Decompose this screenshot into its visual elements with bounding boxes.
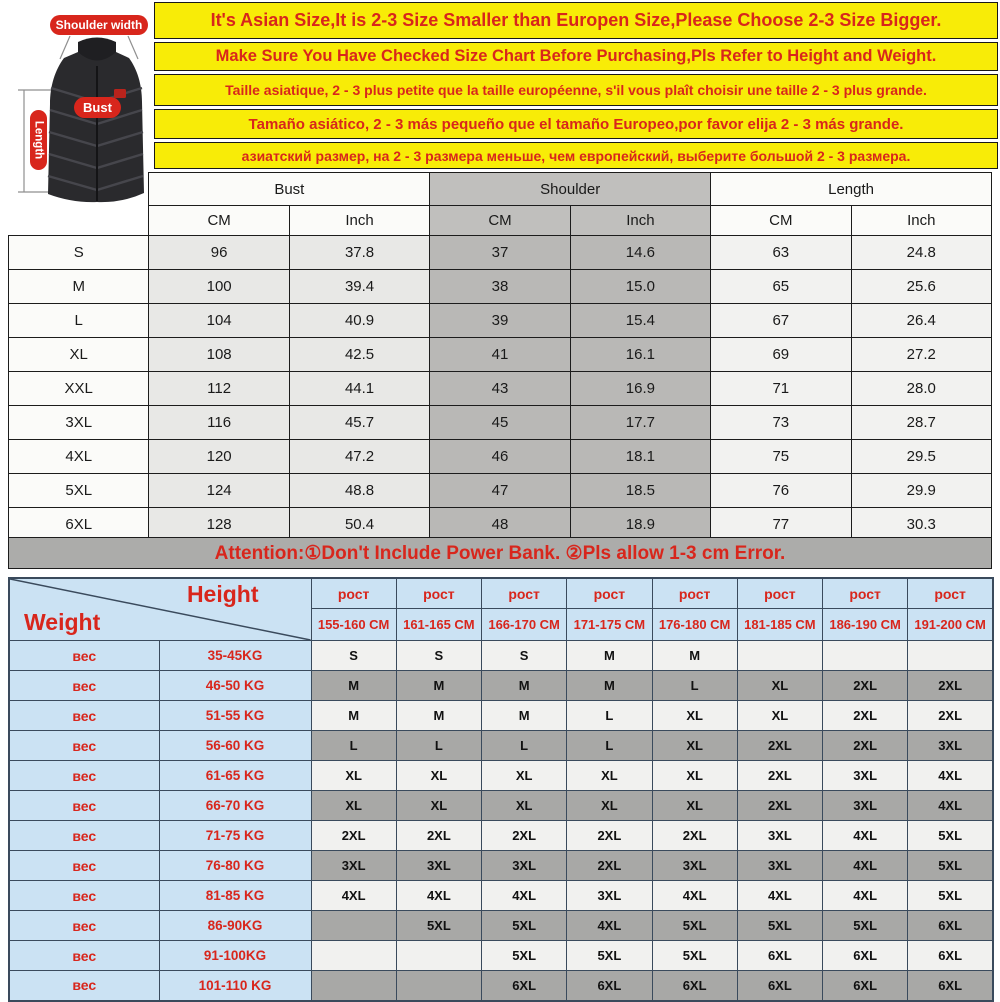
recommended-size-cell: 5XL — [652, 941, 737, 971]
unit-header-bust-cm: CM — [149, 206, 289, 236]
weight-range-cell: 71-75 KG — [159, 821, 311, 851]
height-range: 181-185 CM — [737, 609, 822, 641]
measurement-cell: 46 — [430, 440, 570, 474]
recommended-size-cell: 5XL — [567, 941, 652, 971]
measurement-cell: 76 — [711, 474, 851, 508]
size-label-cell: XL — [9, 338, 149, 372]
recommended-size-cell: 2XL — [908, 701, 993, 731]
measurement-cell: 25.6 — [851, 270, 991, 304]
column-group-bust: Bust — [149, 173, 430, 206]
recommended-size-cell: M — [567, 671, 652, 701]
recommended-size-cell: M — [652, 641, 737, 671]
recommended-size-cell: XL — [652, 791, 737, 821]
height-range: 176-180 CM — [652, 609, 737, 641]
measurement-cell: 100 — [149, 270, 289, 304]
height-header: рост — [908, 578, 993, 609]
height-header: рост — [567, 578, 652, 609]
recommended-size-cell: 2XL — [311, 821, 396, 851]
recommended-size-cell: 3XL — [823, 791, 908, 821]
measurement-cell: 120 — [149, 440, 289, 474]
weight-range-cell: 35-45KG — [159, 641, 311, 671]
measurement-cell: 40.9 — [289, 304, 429, 338]
weight-header-cell: вес — [9, 641, 159, 671]
size-label-cell: 5XL — [9, 474, 149, 508]
measurement-cell: 108 — [149, 338, 289, 372]
recommended-size-cell: 5XL — [908, 821, 993, 851]
banner-line-english-check: Make Sure You Have Checked Size Chart Before Purchasing,Pls Refer to Height and Weight. — [154, 42, 998, 71]
recommended-size-cell: XL — [737, 701, 822, 731]
weight-range-cell: 86-90KG — [159, 911, 311, 941]
recommended-size-cell: 2XL — [823, 731, 908, 761]
unit-header-length-cm: CM — [711, 206, 851, 236]
height-range: 155-160 CM — [311, 609, 396, 641]
fit-table-row — [9, 851, 993, 881]
measurement-cell: 29.9 — [851, 474, 991, 508]
height-header-row — [9, 578, 993, 609]
height-header: рост — [396, 578, 481, 609]
recommended-size-cell: 6XL — [737, 941, 822, 971]
column-group-shoulder: Shoulder — [430, 173, 711, 206]
recommended-size-cell: 2XL — [652, 821, 737, 851]
recommended-size-cell: 5XL — [652, 911, 737, 941]
measurement-cell: 48 — [430, 508, 570, 542]
recommended-size-cell: XL — [737, 671, 822, 701]
fit-table-row — [9, 791, 993, 821]
height-range: 186-190 CM — [823, 609, 908, 641]
recommended-size-cell: 4XL — [396, 881, 481, 911]
measurement-cell: 47.2 — [289, 440, 429, 474]
measurement-cell: 45 — [430, 406, 570, 440]
recommended-size-cell: 3XL — [908, 731, 993, 761]
recommended-size-cell — [311, 911, 396, 941]
size-table-row — [9, 338, 992, 372]
recommended-size-cell: 3XL — [737, 851, 822, 881]
measurement-cell: 71 — [711, 372, 851, 406]
fit-table-row — [9, 701, 993, 731]
size-table-row — [9, 372, 992, 406]
recommended-size-cell: 4XL — [567, 911, 652, 941]
measurement-cell: 104 — [149, 304, 289, 338]
recommended-size-cell: 3XL — [567, 881, 652, 911]
banner-line-french: Taille asiatique, 2 - 3 plus petite que la taille européenne, s'il vous plaît choisir une taille 2 - 3 plus grande. — [154, 74, 998, 106]
recommended-size-cell: L — [567, 731, 652, 761]
recommended-size-cell: 2XL — [823, 671, 908, 701]
measurement-cell: 75 — [711, 440, 851, 474]
recommended-size-cell: XL — [396, 791, 481, 821]
recommended-size-cell: 5XL — [908, 881, 993, 911]
weight-range-cell: 91-100KG — [159, 941, 311, 971]
weight-header-cell: вес — [9, 821, 159, 851]
measurement-cell: 69 — [711, 338, 851, 372]
recommended-size-cell: 4XL — [737, 881, 822, 911]
measurement-cell: 26.4 — [851, 304, 991, 338]
measurement-cell: 18.1 — [570, 440, 710, 474]
weight-range-cell: 51-55 KG — [159, 701, 311, 731]
recommended-size-cell: 6XL — [908, 941, 993, 971]
size-table-row — [9, 304, 992, 338]
recommended-size-cell: M — [396, 701, 481, 731]
measurement-cell: 38 — [430, 270, 570, 304]
recommended-size-cell: 6XL — [737, 971, 822, 1001]
group-header-row — [9, 173, 992, 206]
recommended-size-cell: M — [482, 701, 567, 731]
recommended-size-cell: 4XL — [823, 881, 908, 911]
banner-line-english-size: It's Asian Size,It is 2-3 Size Smaller than Europen Size,Please Choose 2-3 Size Bigger. — [154, 2, 998, 39]
fit-table-row — [9, 971, 993, 1001]
recommended-size-cell: XL — [567, 761, 652, 791]
height-range: 191-200 CM — [908, 609, 993, 641]
unit-header-row — [9, 206, 992, 236]
weight-range-cell: 66-70 KG — [159, 791, 311, 821]
measurement-cell: 18.9 — [570, 508, 710, 542]
weight-header-cell: вес — [9, 791, 159, 821]
measurement-cell: 28.0 — [851, 372, 991, 406]
measurement-cell: 15.4 — [570, 304, 710, 338]
measurement-cell: 48.8 — [289, 474, 429, 508]
height-weight-corner — [9, 578, 311, 641]
recommended-size-cell: 2XL — [482, 821, 567, 851]
recommended-size-cell — [396, 941, 481, 971]
recommended-size-cell: L — [652, 671, 737, 701]
recommended-size-cell: 3XL — [737, 821, 822, 851]
chest-logo — [114, 89, 126, 98]
weight-header-cell: вес — [9, 731, 159, 761]
unit-header-shoulder-cm: CM — [430, 206, 570, 236]
weight-range-cell: 56-60 KG — [159, 731, 311, 761]
recommended-size-cell: 3XL — [652, 851, 737, 881]
height-range: 161-165 CM — [396, 609, 481, 641]
recommended-size-cell — [396, 971, 481, 1001]
weight-header-cell: вес — [9, 671, 159, 701]
fit-table-row — [9, 911, 993, 941]
recommended-size-cell: M — [567, 641, 652, 671]
recommended-size-cell: XL — [311, 761, 396, 791]
measurement-cell: 65 — [711, 270, 851, 304]
measurement-cell: 39.4 — [289, 270, 429, 304]
shoulder-width-label: Shoulder width — [55, 18, 143, 32]
recommended-size-cell: 4XL — [482, 881, 567, 911]
recommended-size-cell: 2XL — [737, 791, 822, 821]
recommended-size-cell: 3XL — [311, 851, 396, 881]
recommended-size-cell: 2XL — [737, 731, 822, 761]
weight-header-cell: вес — [9, 911, 159, 941]
measurement-cell: 50.4 — [289, 508, 429, 542]
height-axis-label: Height — [186, 581, 259, 607]
recommended-size-cell: 2XL — [823, 701, 908, 731]
fit-table-row — [9, 821, 993, 851]
recommended-size-cell: 4XL — [908, 761, 993, 791]
measurement-cell: 14.6 — [570, 236, 710, 270]
recommended-size-cell: 4XL — [823, 851, 908, 881]
recommended-size-cell — [311, 941, 396, 971]
size-table-row — [9, 474, 992, 508]
measurement-cell: 116 — [149, 406, 289, 440]
banner-line-russian: азиатский размер, на 2 - 3 размера меньше, чем европейский, выберите большой 2 - 3 размера. — [154, 142, 998, 169]
recommended-size-cell: 3XL — [396, 851, 481, 881]
measurement-cell: 24.8 — [851, 236, 991, 270]
attention-note: Attention:①Don't Include Power Bank. ②Pls allow 1-3 cm Error. — [8, 537, 992, 569]
fit-table-row — [9, 761, 993, 791]
measurement-cell: 37 — [430, 236, 570, 270]
recommended-size-cell — [823, 641, 908, 671]
recommended-size-cell: XL — [311, 791, 396, 821]
recommended-size-cell: L — [482, 731, 567, 761]
recommended-size-cell: 5XL — [396, 911, 481, 941]
measurement-cell: 17.7 — [570, 406, 710, 440]
measurement-cell: 18.5 — [570, 474, 710, 508]
recommended-size-cell: S — [311, 641, 396, 671]
measurement-cell: 41 — [430, 338, 570, 372]
recommended-size-cell: 4XL — [823, 821, 908, 851]
weight-range-cell: 76-80 KG — [159, 851, 311, 881]
size-label-cell: L — [9, 304, 149, 338]
recommended-size-cell: 6XL — [652, 971, 737, 1001]
recommended-size-cell: M — [311, 701, 396, 731]
recommended-size-cell: 5XL — [482, 911, 567, 941]
weight-range-cell: 101-110 KG — [159, 971, 311, 1001]
recommended-size-cell: 3XL — [482, 851, 567, 881]
recommended-size-cell: 2XL — [908, 671, 993, 701]
size-label-cell: M — [9, 270, 149, 304]
measurement-cell: 15.0 — [570, 270, 710, 304]
recommended-size-cell: 2XL — [396, 821, 481, 851]
unit-header-bust-inch: Inch — [289, 206, 429, 236]
recommended-size-cell: XL — [652, 761, 737, 791]
recommended-size-cell: L — [567, 701, 652, 731]
recommended-size-cell: 6XL — [567, 971, 652, 1001]
recommended-size-cell: 4XL — [652, 881, 737, 911]
measurement-cell: 77 — [711, 508, 851, 542]
recommended-size-cell: XL — [652, 731, 737, 761]
size-table-body — [9, 236, 992, 542]
measurement-cell: 45.7 — [289, 406, 429, 440]
recommended-size-cell: L — [396, 731, 481, 761]
banner-line-spanish: Tamaño asiático, 2 - 3 más pequeño que el tamaño Europeo,por favor elija 2 - 3 más grande. — [154, 109, 998, 139]
recommended-size-cell: 6XL — [482, 971, 567, 1001]
measurement-cell: 27.2 — [851, 338, 991, 372]
recommended-size-cell: S — [396, 641, 481, 671]
recommended-size-cell: S — [482, 641, 567, 671]
height-range: 171-175 CM — [567, 609, 652, 641]
weight-header-cell: вес — [9, 761, 159, 791]
recommended-size-cell: XL — [482, 761, 567, 791]
recommended-size-cell: 2XL — [737, 761, 822, 791]
bust-label: Bust — [83, 100, 112, 115]
recommended-size-cell: L — [311, 731, 396, 761]
weight-header-cell: вес — [9, 971, 159, 1001]
size-measurement-table — [8, 172, 992, 542]
weight-range-cell: 61-65 KG — [159, 761, 311, 791]
recommended-size-cell: 5XL — [482, 941, 567, 971]
height-header: рост — [652, 578, 737, 609]
unit-header-shoulder-inch: Inch — [570, 206, 710, 236]
weight-range-cell: 46-50 KG — [159, 671, 311, 701]
measurement-cell: 39 — [430, 304, 570, 338]
weight-range-cell: 81-85 KG — [159, 881, 311, 911]
height-header: рост — [482, 578, 567, 609]
recommended-size-cell: 5XL — [908, 851, 993, 881]
recommended-size-cell: XL — [396, 761, 481, 791]
measurement-cell: 67 — [711, 304, 851, 338]
recommended-size-cell: 6XL — [908, 971, 993, 1001]
recommended-size-cell: 2XL — [567, 851, 652, 881]
height-range: 166-170 CM — [482, 609, 567, 641]
size-label-cell: 6XL — [9, 508, 149, 542]
measurement-cell: 42.5 — [289, 338, 429, 372]
measurement-cell: 112 — [149, 372, 289, 406]
measurement-cell: 96 — [149, 236, 289, 270]
measurement-cell: 47 — [430, 474, 570, 508]
recommended-size-cell: 6XL — [908, 911, 993, 941]
recommended-size-cell: M — [311, 671, 396, 701]
measurement-cell: 29.5 — [851, 440, 991, 474]
size-label-cell: 3XL — [9, 406, 149, 440]
recommended-size-cell: 2XL — [567, 821, 652, 851]
size-table-row — [9, 236, 992, 270]
recommended-size-cell: 5XL — [823, 911, 908, 941]
fit-table-body — [9, 641, 993, 1001]
unit-header-length-inch: Inch — [851, 206, 991, 236]
weight-header-cell: вес — [9, 701, 159, 731]
length-label: Length — [32, 120, 45, 160]
measurement-cell: 16.1 — [570, 338, 710, 372]
recommended-size-cell: 6XL — [823, 971, 908, 1001]
height-header: рост — [737, 578, 822, 609]
recommended-size-cell: M — [482, 671, 567, 701]
recommended-size-cell: XL — [567, 791, 652, 821]
measurement-cell: 124 — [149, 474, 289, 508]
fit-table-row — [9, 881, 993, 911]
table-corner-blank — [9, 206, 149, 236]
recommended-size-cell — [737, 641, 822, 671]
height-header: рост — [823, 578, 908, 609]
fit-table-row — [9, 671, 993, 701]
size-table-row — [9, 406, 992, 440]
recommended-size-cell — [908, 641, 993, 671]
measurement-cell: 28.7 — [851, 406, 991, 440]
size-label-cell: XXL — [9, 372, 149, 406]
fit-table-row — [9, 941, 993, 971]
recommended-size-cell: 4XL — [311, 881, 396, 911]
measurement-cell: 30.3 — [851, 508, 991, 542]
recommended-size-cell: M — [396, 671, 481, 701]
size-table-row — [9, 270, 992, 304]
weight-header-cell: вес — [9, 941, 159, 971]
size-table-row — [9, 440, 992, 474]
recommended-size-cell: XL — [482, 791, 567, 821]
measurement-cell: 44.1 — [289, 372, 429, 406]
height-header: рост — [311, 578, 396, 609]
measurement-cell: 43 — [430, 372, 570, 406]
recommended-size-cell: 6XL — [823, 941, 908, 971]
fit-table-row — [9, 641, 993, 671]
recommended-size-cell: 5XL — [737, 911, 822, 941]
size-label-cell: 4XL — [9, 440, 149, 474]
fit-table-row — [9, 731, 993, 761]
measurement-cell: 63 — [711, 236, 851, 270]
notice-banner — [154, 0, 998, 172]
table-corner-blank — [9, 173, 149, 206]
recommended-size-cell: 3XL — [823, 761, 908, 791]
weight-axis-label: Weight — [24, 609, 101, 635]
measurement-cell: 73 — [711, 406, 851, 440]
measurement-cell: 37.8 — [289, 236, 429, 270]
recommended-size-cell: XL — [652, 701, 737, 731]
column-group-length: Length — [711, 173, 992, 206]
measurement-cell: 16.9 — [570, 372, 710, 406]
weight-header-cell: вес — [9, 851, 159, 881]
height-weight-size-table — [8, 577, 994, 1002]
size-label-cell: S — [9, 236, 149, 270]
weight-header-cell: вес — [9, 881, 159, 911]
recommended-size-cell — [311, 971, 396, 1001]
measurement-cell: 128 — [149, 508, 289, 542]
recommended-size-cell: 4XL — [908, 791, 993, 821]
